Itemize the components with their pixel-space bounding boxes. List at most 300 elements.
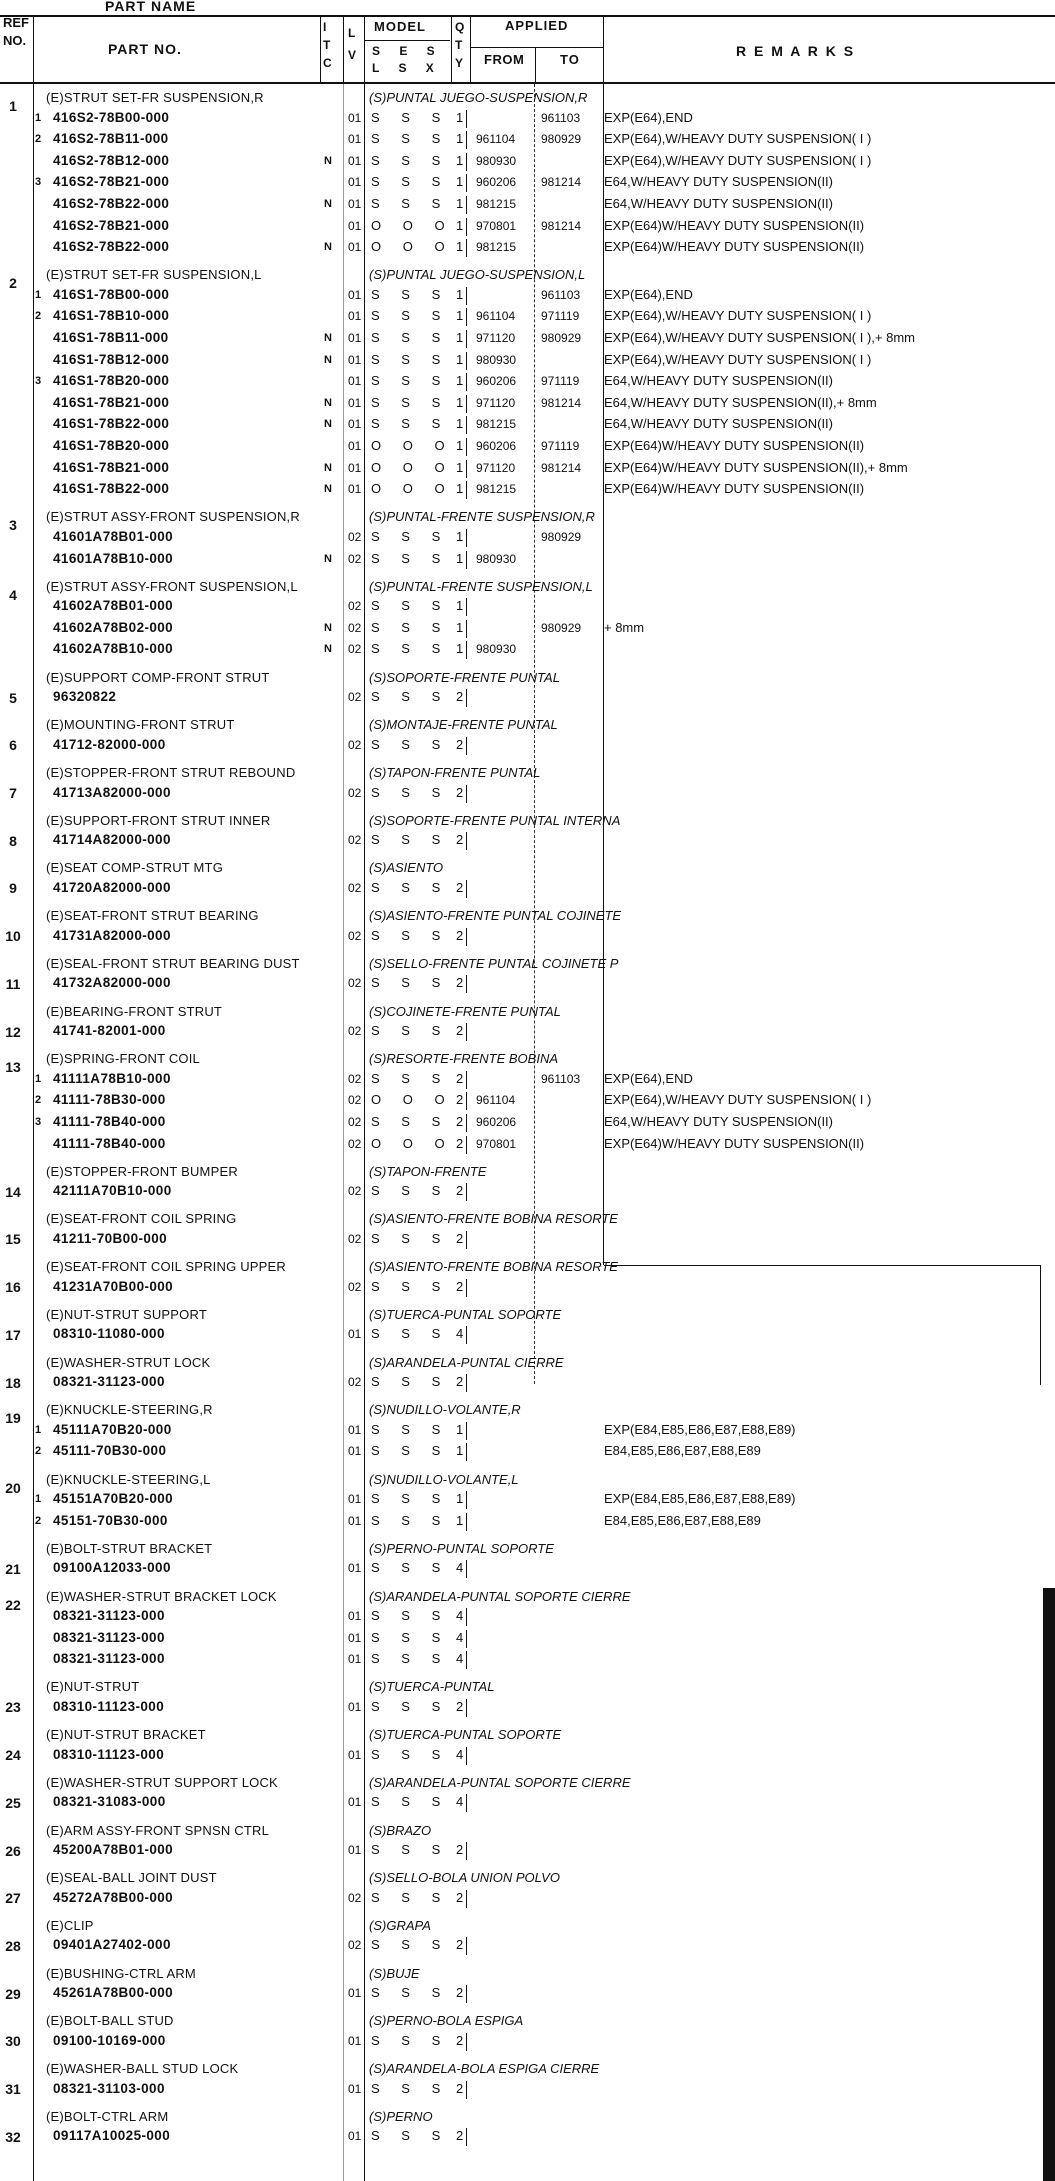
part-number[interactable]: 416S1-78B20-000 — [53, 373, 170, 389]
part-row[interactable] — [0, 737, 1055, 759]
part-number[interactable]: 08321-31083-000 — [53, 1794, 166, 1810]
qty-divider — [466, 785, 467, 803]
part-row[interactable] — [0, 1630, 1055, 1652]
part-number[interactable]: 08310-11123-000 — [53, 1746, 165, 1762]
part-name-es: (S)ARANDELA-BOLA ESPIGA CIERRE — [369, 2061, 600, 2076]
part-number[interactable]: 96320822 — [53, 689, 117, 705]
part-number[interactable]: 41732A82000-000 — [53, 975, 171, 991]
part-number[interactable]: 41111A78B10-000 — [53, 1070, 171, 1086]
part-name-es: (S)TAPON-FRENTE — [369, 1163, 487, 1179]
part-number[interactable]: 416S2-78B12-000 — [53, 152, 170, 168]
level: 01 — [348, 1327, 362, 1342]
part-number[interactable]: 41731A82000-000 — [53, 927, 171, 943]
model-marks: S S S — [371, 308, 450, 324]
model-marks: S S S — [371, 1651, 450, 1667]
level: 02 — [348, 599, 362, 614]
quantity: 1 — [456, 459, 464, 475]
part-row[interactable] — [0, 1560, 1055, 1582]
part-group — [0, 1773, 1055, 1816]
ref-number: 24 — [5, 1747, 21, 1764]
itc-flag: N — [324, 396, 332, 409]
part-row[interactable] — [0, 1374, 1055, 1396]
applied-to: 981214 — [541, 395, 582, 410]
level: 01 — [348, 153, 362, 168]
model-marks: S S S — [371, 1491, 450, 1507]
part-number[interactable]: 416S2-78B21-000 — [53, 217, 170, 233]
itc-flag: N — [324, 198, 332, 210]
part-group — [0, 1353, 1055, 1396]
model-marks: S S S — [371, 1023, 450, 1039]
part-name-en: (E)WASHER-BALL STUD LOCK — [46, 2061, 239, 2076]
applied-from: 971120 — [476, 395, 516, 410]
part-row[interactable] — [0, 395, 1055, 417]
part-group — [0, 1677, 1055, 1720]
part-number[interactable]: 45111A70B20-000 — [53, 1421, 172, 1437]
part-number[interactable]: 08310-11123-000 — [53, 1698, 165, 1714]
part-name-en: (E)SEAL-FRONT STRUT BEARING DUST — [46, 955, 300, 971]
part-row[interactable] — [0, 1092, 1055, 1114]
remarks: EXP(E64)W/HEAVY DUTY SUSPENSION(II) — [604, 481, 865, 497]
remarks: EXP(E64),W/HEAVY DUTY SUSPENSION( I ),+ 8mm — [604, 330, 915, 346]
part-number[interactable]: 416S2-78B22-000 — [53, 239, 170, 255]
part-row[interactable] — [0, 239, 1055, 261]
quantity: 1 — [456, 394, 464, 410]
quantity: 2 — [456, 1698, 464, 1714]
model-marks: S S S — [371, 784, 450, 800]
part-number[interactable]: 416S2-78B11-000 — [53, 131, 169, 147]
ref-number: 18 — [5, 1374, 21, 1391]
part-number[interactable]: 08321-31123-000 — [53, 1374, 165, 1390]
level: 01 — [348, 1492, 362, 1507]
qty-divider — [466, 832, 467, 850]
part-number[interactable]: 45151-70B30-000 — [53, 1512, 168, 1528]
model-marks: S S S — [371, 528, 450, 544]
part-row[interactable] — [0, 2081, 1055, 2103]
part-number[interactable]: 08321-31123-000 — [53, 1608, 165, 1624]
lv-header: L V — [348, 26, 358, 62]
applied-from: 961104 — [476, 309, 516, 324]
quantity: 1 — [456, 308, 464, 324]
part-number[interactable]: 09100-10169-000 — [53, 2032, 166, 2048]
part-number[interactable]: 41111-78B40-000 — [53, 1113, 166, 1129]
part-name-es: (S)PERNO-PUNTAL SOPORTE — [369, 1540, 554, 1556]
part-number[interactable]: 41231A70B00-000 — [53, 1278, 174, 1294]
quantity: 2 — [456, 975, 464, 991]
model-marks: S S S — [371, 152, 450, 168]
part-number[interactable]: 41713A82000-000 — [53, 784, 171, 800]
part-row[interactable] — [0, 1699, 1055, 1721]
sub-index: 1 — [35, 1423, 42, 1436]
quantity: 4 — [456, 1326, 464, 1342]
remarks: E64,W/HEAVY DUTY SUSPENSION(II) — [604, 174, 833, 190]
remarks: E84,E85,E86,E87,E88,E89 — [604, 1443, 761, 1459]
model-marks: S S S — [371, 1326, 450, 1342]
part-group — [0, 906, 1055, 949]
part-row[interactable] — [0, 832, 1055, 854]
part-number[interactable]: 08321-31103-000 — [53, 2080, 165, 2096]
ref-number: 7 — [9, 785, 17, 801]
part-row[interactable] — [0, 308, 1055, 330]
model-marks: S S S — [371, 174, 450, 190]
part-number[interactable]: 45261A78B00-000 — [53, 1985, 174, 2001]
qty-divider — [466, 174, 467, 192]
level: 01 — [348, 374, 362, 389]
part-name-en: (E)STRUT ASSY-FRONT SUSPENSION,L — [46, 578, 298, 594]
model-marks: S S S — [371, 1698, 450, 1714]
part-row[interactable] — [0, 110, 1055, 132]
model-marks: S S S — [371, 1560, 450, 1576]
qty-divider — [466, 551, 467, 569]
quantity: 1 — [456, 528, 464, 544]
applied-from: 981215 — [476, 417, 517, 432]
part-group — [0, 265, 1055, 503]
part-number[interactable]: 45272A78B00-000 — [53, 1889, 174, 1905]
quantity: 2 — [456, 1023, 464, 1039]
qty-divider — [466, 352, 467, 370]
qty-divider — [466, 239, 467, 257]
quantity: 4 — [456, 1794, 464, 1810]
part-number[interactable]: 41601A78B01-000 — [53, 528, 174, 544]
applied-to: 980929 — [541, 331, 582, 346]
part-row[interactable] — [0, 2128, 1055, 2150]
part-name-en: (E)STRUT SET-FR SUSPENSION,R — [46, 90, 264, 105]
part-row[interactable] — [0, 481, 1055, 503]
part-group — [0, 1821, 1055, 1864]
part-row[interactable] — [0, 460, 1055, 482]
part-name-es: (S)MONTAJE-FRENTE PUNTAL — [369, 717, 558, 733]
remarks: EXP(E64)W/HEAVY DUTY SUSPENSION(II) — [604, 438, 865, 454]
model-marks: S S S — [371, 550, 450, 566]
ref-number: 5 — [9, 689, 17, 706]
remarks: EXP(E64)W/HEAVY DUTY SUSPENSION(II) — [604, 239, 865, 255]
column-rule-from — [470, 15, 471, 84]
part-row[interactable] — [0, 1422, 1055, 1444]
part-row[interactable] — [0, 1608, 1055, 1630]
part-number[interactable]: 09401A27402-000 — [53, 1937, 171, 1953]
qty-divider — [466, 481, 467, 499]
part-group — [0, 1002, 1055, 1045]
qty-divider — [466, 1374, 467, 1392]
model-marks: O O O — [371, 459, 454, 475]
model-marks: S S S — [371, 351, 450, 367]
part-name-es: (S)SOPORTE-FRENTE PUNTAL — [369, 669, 560, 685]
qty-divider — [466, 1092, 467, 1110]
part-row[interactable] — [0, 1491, 1055, 1513]
part-group — [0, 1539, 1055, 1582]
part-row[interactable] — [0, 153, 1055, 175]
part-row[interactable] — [0, 1023, 1055, 1045]
part-row[interactable] — [0, 131, 1055, 153]
sub-index: 3 — [35, 1115, 42, 1128]
part-row[interactable] — [0, 785, 1055, 807]
part-name-en: (E)STRUT SET-FR SUSPENSION,L — [46, 267, 262, 283]
part-row[interactable] — [0, 529, 1055, 551]
quantity: 1 — [456, 1512, 464, 1528]
quantity: 1 — [456, 351, 464, 367]
part-number[interactable]: 45111-70B30-000 — [53, 1443, 167, 1459]
level: 01 — [348, 1513, 362, 1528]
level: 01 — [348, 1795, 362, 1810]
part-row[interactable] — [0, 1443, 1055, 1465]
part-name-es: (S)PUNTAL-FRENTE SUSPENSION,L — [369, 578, 593, 594]
column-rule-lv — [343, 15, 344, 84]
qty-divider — [466, 1842, 467, 1860]
part-number[interactable]: 41714A82000-000 — [53, 832, 171, 848]
part-row[interactable] — [0, 928, 1055, 950]
quantity: 2 — [456, 1230, 464, 1246]
quantity: 1 — [456, 438, 464, 454]
part-number[interactable]: 416S1-78B21-000 — [53, 459, 170, 475]
part-number[interactable]: 416S1-78B20-000 — [53, 438, 170, 454]
itc-flag: N — [324, 418, 332, 431]
remarks: E64,W/HEAVY DUTY SUSPENSION(II) — [604, 196, 833, 211]
qty-divider — [466, 641, 467, 659]
part-name-en: (E)BOLT-STRUT BRACKET — [46, 1540, 213, 1556]
quantity: 2 — [456, 1092, 464, 1108]
part-row[interactable] — [0, 416, 1055, 438]
part-number[interactable]: 41602A78B02-000 — [53, 619, 174, 635]
part-number[interactable]: 41601A78B10-000 — [53, 550, 174, 566]
level: 01 — [348, 287, 362, 302]
ref-number: 25 — [5, 1794, 21, 1811]
remarks: + 8mm — [604, 619, 645, 635]
part-row[interactable] — [0, 1231, 1055, 1253]
part-row[interactable] — [0, 352, 1055, 374]
level: 01 — [348, 2129, 362, 2144]
model-marks: S S S — [371, 373, 450, 389]
sub-index: 3 — [35, 375, 42, 388]
part-name-en: (E)NUT-STRUT — [46, 1679, 140, 1695]
part-row[interactable] — [0, 1326, 1055, 1348]
itc-header: I T C — [323, 20, 333, 70]
column-rule-qty — [451, 15, 452, 84]
part-group — [0, 1916, 1055, 1959]
part-group — [0, 1587, 1055, 1673]
level: 01 — [348, 197, 362, 211]
qty-divider — [466, 1560, 467, 1578]
remarks: EXP(E84,E85,E86,E87,E88,E89) — [604, 1421, 796, 1437]
part-name-es: (S)ARANDELA-PUNTAL SOPORTE CIERRE — [369, 1774, 631, 1790]
sub-index: 2 — [35, 133, 42, 146]
part-number[interactable]: 41712-82000-000 — [53, 736, 166, 752]
remarks: EXP(E64)W/HEAVY DUTY SUSPENSION(II),+ 8mm — [604, 459, 908, 475]
header-rule-top — [0, 15, 1055, 17]
model-marks: S S S — [371, 1608, 450, 1624]
part-number[interactable]: 416S2-78B21-000 — [53, 174, 170, 190]
part-name-es: (S)TUERCA-PUNTAL SOPORTE — [369, 1306, 562, 1322]
part-number[interactable]: 416S2-78B00-000 — [53, 109, 170, 125]
part-row[interactable] — [0, 330, 1055, 352]
qty-divider — [466, 330, 467, 348]
part-number[interactable]: 09100A12033-000 — [53, 1560, 171, 1576]
part-number[interactable]: 08321-31123-000 — [53, 1651, 165, 1667]
model-marks: S S S — [371, 1230, 450, 1246]
model-marks: S S S — [371, 2080, 450, 2096]
model-marks: S S S — [371, 394, 450, 410]
remarks: EXP(E64)W/HEAVY DUTY SUSPENSION(II) — [604, 217, 865, 233]
qty-divider — [466, 1491, 467, 1509]
remarks: EXP(E64),W/HEAVY DUTY SUSPENSION( I ) — [604, 351, 872, 367]
part-row[interactable] — [0, 551, 1055, 573]
qty-divider — [466, 1651, 467, 1669]
model-marks: S S S — [371, 641, 450, 657]
ref-number: 21 — [5, 1560, 21, 1577]
part-number[interactable]: 416S1-78B22-000 — [53, 481, 170, 497]
part-row[interactable] — [0, 196, 1055, 218]
applied-from: 961104 — [476, 132, 516, 147]
part-number[interactable]: 08321-31123-000 — [53, 1629, 165, 1645]
quantity: 1 — [456, 1491, 464, 1507]
part-number[interactable]: 416S1-78B21-000 — [53, 394, 170, 410]
part-row[interactable] — [0, 598, 1055, 620]
part-number[interactable]: 42111A70B10-000 — [53, 1183, 172, 1199]
remarks: EXP(E64),W/HEAVY DUTY SUSPENSION( I ) — [604, 131, 872, 147]
remarks: E64,W/HEAVY DUTY SUSPENSION(II) — [604, 416, 833, 432]
remarks: E64,W/HEAVY DUTY SUSPENSION(II) — [604, 1113, 833, 1129]
part-number[interactable]: 09117A10025-000 — [53, 2128, 171, 2144]
quantity: 2 — [456, 1937, 464, 1953]
quantity: 1 — [456, 550, 464, 566]
model-marks: S S S — [371, 736, 450, 752]
ref-number: 32 — [5, 2128, 21, 2145]
ref-number: 23 — [5, 1699, 21, 1716]
part-number[interactable]: 41720A82000-000 — [53, 879, 171, 895]
level: 02 — [348, 1136, 362, 1151]
part-number[interactable]: 08310-11080-000 — [53, 1326, 165, 1342]
part-number[interactable]: 41602A78B01-000 — [53, 598, 174, 614]
part-number[interactable]: 416S1-78B11-000 — [53, 330, 169, 346]
part-number[interactable]: 416S1-78B12-000 — [53, 351, 170, 367]
qty-divider — [466, 373, 467, 391]
part-number[interactable]: 416S1-78B22-000 — [53, 416, 170, 432]
part-row[interactable] — [0, 1183, 1055, 1205]
part-number[interactable]: 41211-70B00-000 — [53, 1230, 168, 1246]
part-row[interactable] — [0, 1842, 1055, 1864]
part-row[interactable] — [0, 2033, 1055, 2055]
level: 02 — [348, 785, 362, 800]
part-row[interactable] — [0, 1071, 1055, 1093]
quantity: 2 — [456, 927, 464, 943]
part-row[interactable] — [0, 1747, 1055, 1769]
part-number[interactable]: 45151A70B20-000 — [53, 1491, 174, 1507]
applied-to: 981214 — [541, 460, 582, 475]
ref-number: 9 — [9, 880, 17, 897]
model-marks: S S S — [371, 1278, 450, 1294]
part-row[interactable] — [0, 438, 1055, 460]
part-row[interactable] — [0, 1985, 1055, 2007]
part-number[interactable]: 416S2-78B22-000 — [53, 196, 170, 211]
part-number[interactable]: 41741-82001-000 — [53, 1023, 166, 1039]
part-row[interactable] — [0, 373, 1055, 395]
qty-divider — [466, 598, 467, 616]
level: 01 — [348, 240, 362, 255]
qty-divider — [466, 1183, 467, 1201]
qty-divider — [466, 529, 467, 547]
qty-divider — [466, 928, 467, 946]
itc-flag: N — [324, 241, 332, 254]
applied-from: 980930 — [476, 153, 517, 168]
applied-from: 960206 — [476, 1114, 517, 1129]
part-row[interactable] — [0, 1651, 1055, 1673]
part-name-es: (S)SELLO-FRENTE PUNTAL COJINETE P — [369, 955, 619, 971]
part-row[interactable] — [0, 1794, 1055, 1816]
remarks: EXP(E64),END — [604, 1070, 693, 1086]
part-row[interactable] — [0, 880, 1055, 902]
part-number[interactable]: 41111-78B40-000 — [53, 1135, 166, 1151]
part-row[interactable] — [0, 1890, 1055, 1912]
itc-flag: N — [324, 643, 332, 656]
qty-divider — [466, 1630, 467, 1648]
applied-to: 980929 — [541, 620, 582, 635]
qty-divider — [466, 975, 467, 993]
part-group — [0, 1162, 1055, 1205]
quantity: 2 — [456, 1135, 464, 1151]
applied-rule — [471, 47, 604, 48]
quantity: 1 — [456, 131, 464, 147]
part-row[interactable] — [0, 689, 1055, 711]
qty-divider — [466, 1890, 467, 1908]
sub-index: 1 — [35, 1072, 42, 1085]
part-row[interactable] — [0, 1937, 1055, 1959]
part-row[interactable] — [0, 1114, 1055, 1136]
part-number[interactable]: 45200A78B01-000 — [53, 1842, 174, 1858]
remarks: E84,E85,E86,E87,E88,E89 — [604, 1512, 761, 1528]
part-row[interactable] — [0, 641, 1055, 663]
part-row[interactable] — [0, 1513, 1055, 1535]
level: 02 — [348, 620, 362, 635]
ref-number: 6 — [9, 737, 17, 754]
qty-divider — [466, 1023, 467, 1041]
ref-number: 19 — [5, 1410, 21, 1427]
remarks: EXP(E64),W/HEAVY DUTY SUSPENSION( I ) — [604, 1092, 872, 1108]
qty-divider — [466, 1747, 467, 1765]
part-row[interactable] — [0, 1136, 1055, 1158]
level: 01 — [348, 1444, 362, 1459]
part-name-en: (E)CLIP — [46, 1917, 94, 1933]
part-name-en: (E)NUT-STRUT SUPPORT — [46, 1306, 207, 1322]
part-number[interactable]: 41111-78B30-000 — [53, 1092, 166, 1108]
part-group — [0, 577, 1055, 663]
applied-from: 970801 — [476, 1136, 517, 1151]
ref-number: 17 — [5, 1326, 21, 1343]
part-row[interactable] — [0, 975, 1055, 997]
part-row[interactable] — [0, 174, 1055, 196]
level: 01 — [348, 1699, 362, 1714]
level: 01 — [348, 1422, 362, 1437]
part-row[interactable] — [0, 1279, 1055, 1301]
part-row[interactable] — [0, 287, 1055, 309]
model-marks: S S S — [371, 927, 450, 943]
quantity: 2 — [456, 1842, 464, 1858]
level: 01 — [348, 1747, 362, 1762]
part-name-en: (E)SPRING-FRONT COIL — [46, 1051, 200, 1067]
level: 02 — [348, 1231, 362, 1246]
part-number[interactable]: 416S1-78B00-000 — [53, 286, 170, 302]
quantity: 1 — [456, 373, 464, 389]
quantity: 1 — [456, 286, 464, 302]
ref-number: 16 — [5, 1279, 21, 1296]
remarks: EXP(E64),W/HEAVY DUTY SUSPENSION( I ) — [604, 308, 872, 324]
part-row[interactable] — [0, 218, 1055, 240]
model-marks: S S S — [371, 1421, 450, 1437]
quantity: 2 — [456, 784, 464, 800]
qty-divider — [466, 880, 467, 898]
quantity: 1 — [456, 217, 464, 233]
quantity: 4 — [456, 1746, 464, 1762]
part-number[interactable]: 41602A78B10-000 — [53, 641, 174, 657]
part-number[interactable]: 416S1-78B10-000 — [53, 308, 170, 324]
part-row[interactable] — [0, 620, 1055, 642]
